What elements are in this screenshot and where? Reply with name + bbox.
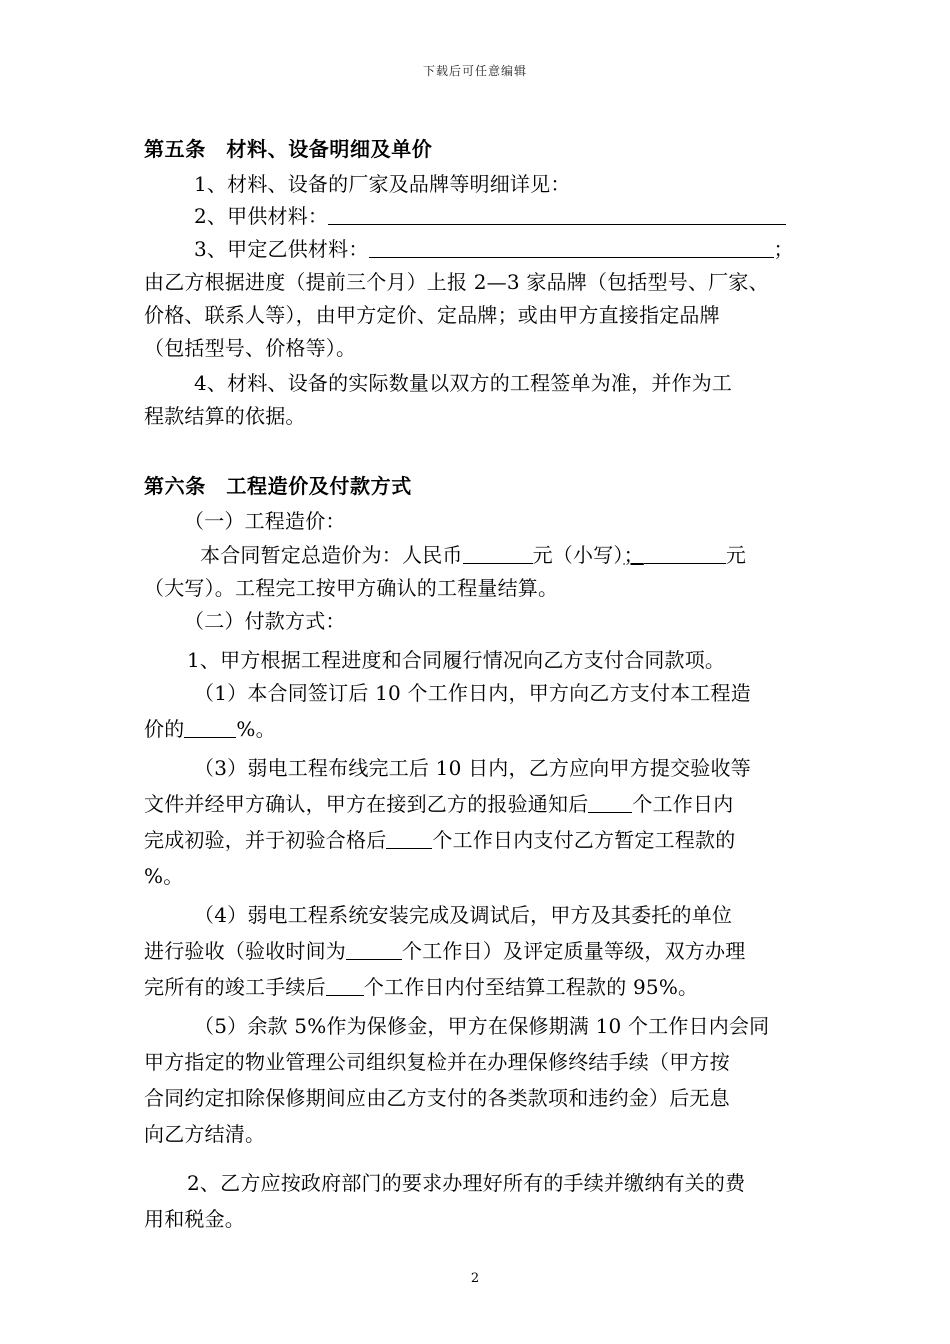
article5-line8: 程款结算的依据。 (144, 404, 306, 428)
p4b-suffix: 个工作日）及评定质量等级，双方办理 (402, 939, 746, 963)
blank-jia-materials (328, 202, 786, 225)
payment-4-line1: （4）弱电工程系统安装完成及调试后，甲方及其委托的单位 (194, 903, 733, 927)
item3-label: 3、甲定乙供材料： (194, 237, 369, 261)
payment-3-line1: （3）弱电工程布线完工后 10 日内，乙方应向甲方提交验收等 (194, 756, 751, 780)
blank-days-inspection (588, 790, 632, 813)
article6-title: 第六条 工程造价及付款方式 (144, 474, 412, 498)
article5-title: 第五条 材料、设备明细及单价 (144, 137, 433, 161)
section-payment-heading: （二）付款方式： (184, 609, 346, 633)
section-price-heading: （一）工程造价： (184, 509, 346, 533)
price-upper-unit: 元 (725, 543, 747, 567)
payment-item2-line2: 用和税金。 (144, 1207, 245, 1231)
blank-percent-1 (184, 715, 236, 738)
price-lower-unit: 元（小写） (532, 543, 624, 567)
item2-label: 2、甲供材料： (194, 204, 329, 228)
price-separator: ； (623, 543, 644, 567)
blank-designated-materials (369, 235, 774, 258)
p1b-text: 价的 (144, 717, 185, 741)
page-header: 下载后可任意编辑 (422, 64, 527, 78)
payment-3-line2 (144, 788, 814, 820)
article5-item4: 4、材料、设备的实际数量以双方的工程签单为准，并作为工 (194, 371, 733, 395)
price-label: 本合同暂定总造价为：人民币 (200, 543, 463, 567)
payment-5-line2: 甲方指定的物业管理公司组织复检并在办理保修终结手续（甲方按 (144, 1050, 730, 1074)
article5-item3 (194, 233, 864, 265)
payment-3-line3 (144, 824, 814, 856)
blank-price-upper (644, 541, 726, 564)
payment-1-line2 (144, 713, 814, 745)
item3-end: ； (773, 237, 794, 261)
p4b-text: 进行验收（验收时间为 (144, 939, 346, 963)
article5-line5: 价格、联系人等），由甲方定价、定品牌；或由甲方直接指定品牌 (144, 303, 720, 327)
p3b-text: 文件并经甲方确认，甲方在接到乙方的报验通知后 (144, 792, 589, 816)
payment-5-line3: 合同约定扣除保修期间应由乙方支付的各类款项和违约金）后无息 (144, 1086, 730, 1110)
payment-5-line4: 向乙方结清。 (144, 1122, 266, 1146)
payment-5-line1: （5）余款 5%作为保修金，甲方在保修期满 10 个工作日内会同 (194, 1014, 770, 1038)
payment-item2-line1: 2、乙方应按政府部门的要求办理好所有的手续并缴纳有关的费 (187, 1171, 746, 1195)
p3b-suffix: 个工作日内 (632, 792, 734, 816)
page-number: 2 (470, 1271, 480, 1286)
blank-price-lower (463, 541, 533, 564)
p4c-text: 完所有的竣工手续后 (144, 975, 326, 999)
price-line (200, 539, 870, 571)
blank-days-payment (386, 826, 432, 849)
payment-3-line4: %。 (144, 864, 184, 888)
payment-4-line3 (144, 971, 814, 1003)
price-line2: （大写）。工程完工按甲方确认的工程量结算。 (144, 576, 559, 600)
p3c-text: 完成初验，并于初验合格后 (144, 828, 387, 852)
p4c-suffix: 个工作日内付至结算工程款的 95%。 (363, 975, 699, 999)
p3c-suffix: 个工作日内支付乙方暂定工程款的 (432, 828, 736, 852)
payment-item1: 1、甲方根据工程进度和合同履行情况向乙方支付合同款项。 (187, 648, 726, 672)
payment-1-line1: （1）本合同签订后 10 个工作日内，甲方向乙方支付本工程造 (194, 681, 751, 705)
p1b-suffix: %。 (236, 717, 276, 741)
article5-line4: 由乙方根据进度（提前三个月）上报 2—3 家品牌（包括型号、厂家、 (144, 270, 769, 294)
article5-item1: 1、材料、设备的厂家及品牌等明细详见： (194, 172, 571, 196)
blank-acceptance-days (346, 937, 402, 960)
article5-item2 (194, 200, 864, 232)
article5-line6: （包括型号、价格等）。 (144, 336, 357, 360)
blank-final-days (326, 973, 364, 996)
payment-4-line2 (144, 935, 814, 967)
